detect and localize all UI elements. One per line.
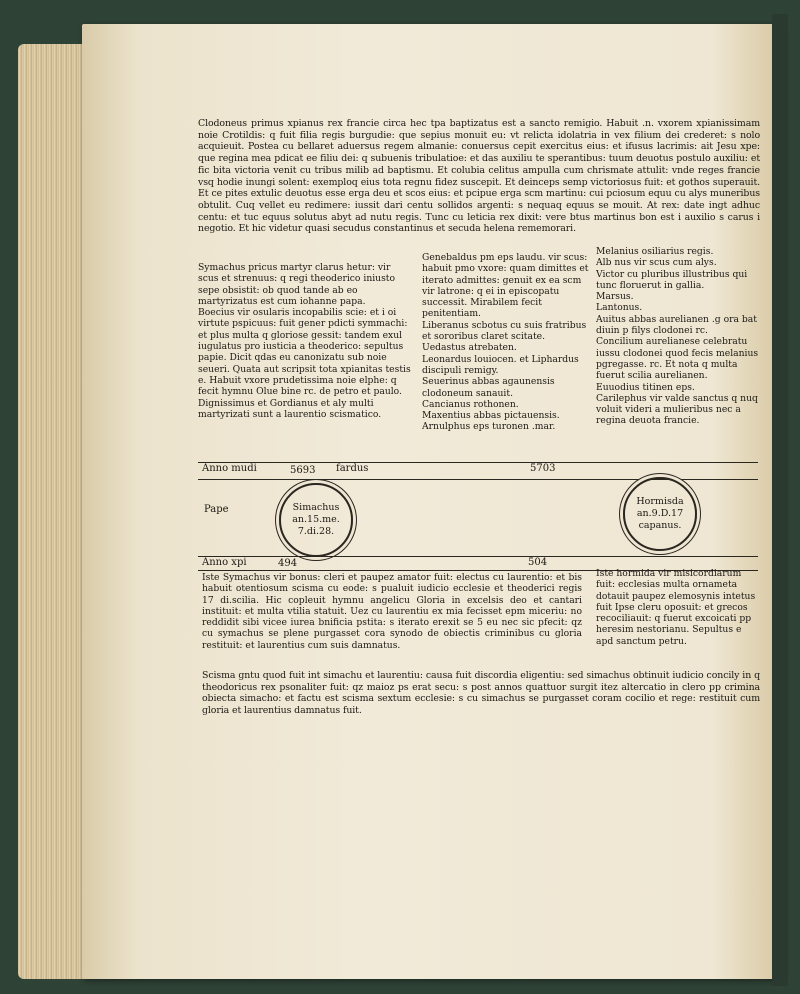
list-item: Euuodius titinen eps. [596,381,695,393]
anno-christi-value: 494 [278,558,298,569]
list-item: Concilium aurelianese celebratu iussu clodonei quod fecis melanius pgregasse. rc. Et nota q multa fuerut scilia aurelianen. [596,336,759,382]
list-item: Carilephus vir valde sanctus q nuq voluit videri a mulieribus nec a regina deuota francie. [596,392,758,427]
list-item: Uedastus atrebaten. [422,342,517,354]
list-item: Maxentius abbas pictauensis. [422,410,560,422]
list-item: Victor cu pluribus illustribus qui tunc floruerut in gallia. [596,268,748,291]
rule [198,462,758,463]
anno-christi-value: 504 [528,557,548,568]
pope-name: Hormisda an.9.D.17 capanus. [636,496,684,531]
anno-mundi-label: Anno mudi [202,463,257,474]
list-item: Seuerinus abbas agaunensis clodoneum sanauit. [422,376,555,399]
list-item: Lantonus. [596,302,643,314]
anno-mundi-value: 5693 [290,465,316,476]
schism-paragraph: Scisma gntu quod fuit int simachu et laurentiu: causa fuit discordia eligentiu: sed simachus obtinuit iudicio concily in q theodoricus rex psonaliter fuit: qz maioz ps erat secu: s post annos quattuor surgit itez altercatio in clero pp crimina obiecta simacho: et factu est scisma sextum ecclesie: s cu simachus se purgasset coram cocilio et rege: restituit cum gloria et laurentius damnatus fuit. [202,670,760,717]
anno-christi-label: Anno xpi [202,557,247,568]
list-item: Melanius osiliarius regis. [596,246,714,257]
list-item: Dignissimus et Gordianus et aly multi martyrizati sunt a laurentio scismatico. [198,397,382,420]
list-item: Symachus pricus martyr clarus hetur: vir scus et strenuus: q regi theoderico iniusto sepe obsistit: ob quod tande ab eo martyrizatus est cum iohanne papa. [198,262,396,307]
anno-mundi-value: 5703 [530,463,556,474]
pope-medallion [279,483,353,557]
pope-biography-left: Iste Symachus vir bonus: cleri et paupez amator fuit: electus cu laurentio: et bis habuit otentiosum scisma cu eode: s pualuit iudicio ecclesie et theoderici regis 17 di.scilia. Hic copleuit hymnu angelicu Gloria in excelsis deo et cantari instituit: et multa vtilia statuit. Uez cu laurentiu ex mia fecisset epm miceriu: no reddidit sibi vicee iurea bnificia pstita: s iterato erexit se 5 eu nec sic pfecit: qz cu symachus se plene purgasset cora synodo de obiectis criminibus cu gloria restituit: et laurentius cum suis damnatus. [202,572,582,651]
rule [198,556,758,557]
pope-biography-right: Iste hormida vir misicordiarum fuit: ecclesias multa ornameta dotauit paupez elemosynis intetus fuit Ipse cleru oposuit: et grecos recociliauit: q fuerut excoicati pp heresim nestorianu. Sepultus e apd sanctum petru. [596,568,756,647]
pope-medallion [623,477,697,551]
pape-label: Pape [204,504,229,515]
list-item: Leonardus louiocen. et Liphardus discipuli remigy. [422,353,579,376]
list-item: Auitus abbas aurelianen .g ora bat diuin p filys clodonei rc. [596,313,757,337]
list-item: Arnulphus eps turonen .mar. [422,421,556,433]
list-item: Genebaldus pm eps laudu. vir scus: habuit pmo vxore: quam dimittes et iterato admittes: genuit ex ea scm vir latrone: q ei in episcopatu successit. Mirabilem fecit penitentiam. [422,252,589,320]
column-left [198,262,413,432]
list-item: Liberanus scbotus cu suis fratribus et sororibus claret scitate. [422,319,587,343]
background-right [772,14,788,986]
list-item: Marsus. [596,291,634,303]
sardus-label: fardus [336,463,369,474]
column-right [596,246,760,446]
column-middle [422,252,592,462]
list-item: Cancianus rothonen. [422,398,519,410]
list-item: Boecius vir osularis incopabilis scie: et i oi virtute pspicuus: fuit gener pdicti symmachi: et plus multa q gloriose gessit: tandem exul iugulatus pro iusticia a theoderico: sepultus papie. Dicit qdas eu canonizatu sub noie seueri. Quata aut scripsit tota xpianitas testis e. Habuit vxore prudetissima noie elphe: q fecit hymnu Olue bine rc. de petro et paulo. [198,307,411,398]
pope-name: Simachus an.15.me. 7.di.28. [292,502,340,537]
list-item: Alb nus vir scus cum alys. [596,257,717,269]
intro-paragraph: Clodoneus primus xpianus rex francie circa hec tpa baptizatus est a sancto remigio. Habuit .n. vxorem xpianissimam noie Crotildis: q fuit filia regis burgudie: que sepius monuit eu: vt relicta idolatria in vex filium dei crederet: s nolo acquieuit. Postea cu bellaret aduersus regem almanie: conuersus cepit exercitus eius: et ifusus lacrimis: ait Jesu xpe: que regina mea pdicat ee filiu dei: q subuenis tribulatioe: et das auxiliu te sperantibus: tuum deuotus postulo auxiliu: et fic bita victoria venit cu tribus milib ad baptismu. Et colubia celitus ampulla cum chrismate attulit: vnde reges francie vsq hodie inungi solent: exemploq eius tota regnu fidez suscepit. Et deinceps semp victoriosus fuit: et gothos superauit. Et ce pites extulic deuotus esse erga deu et scos eius: et pcipue erga scm martinu: cui pciosum equu cu alys muneribus obtulit. Cuq vellet eu redimere: iussit dari centu sollidos argenti: s nequaq equus se mouit. At rex: date ingt adhuc centu: et tuc equus solutus abyt ad nutu regis. Tunc cu leticia rex dixit: vere btus martinus bon est i auxilio s carus i negotio. Et hic videtur quasi secudus constantinus et secuda helena rememorari. [198,118,760,235]
